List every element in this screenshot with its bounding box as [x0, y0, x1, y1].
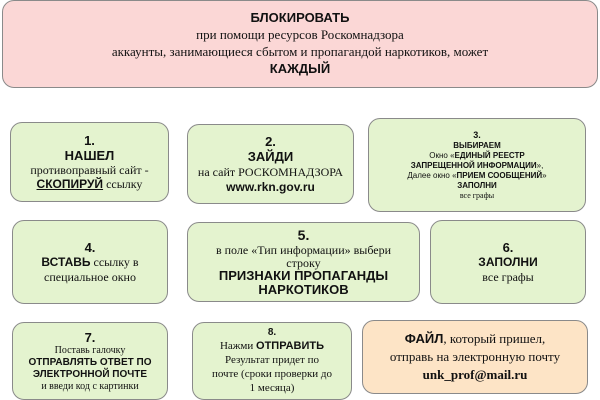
step-7-checkbox-label: ОТПРАВЛЯТЬ ОТВЕТ ПО	[28, 356, 152, 368]
step-6-text: все графы	[482, 269, 534, 284]
final-text-2: отправь на электронную почту	[389, 349, 561, 364]
step-1-heading: НАШЕЛ	[64, 148, 115, 163]
step-4-box	[12, 220, 168, 304]
step-3-number: 3.	[473, 129, 481, 140]
step-4-text: ВСТАВЬ ссылку в	[41, 254, 139, 269]
step-1-text: противоправный сайт -	[30, 163, 149, 177]
step-3-heading: ВЫБИРАЕМ	[453, 140, 501, 150]
step-8-text-4: 1 месяца)	[249, 382, 295, 394]
step-2-url: www.rkn.gov.ru	[226, 179, 315, 194]
step-6-heading: ЗАПОЛНИ	[478, 254, 538, 269]
step-1-number: 1.	[84, 133, 95, 148]
step-1-copy-word: СКОПИРУЙ	[36, 177, 104, 191]
step-5-emphasis: ПРИЗНАКИ ПРОПАГАНДЫ	[218, 267, 389, 283]
step-2-box	[187, 124, 354, 204]
step-7-number: 7.	[84, 329, 96, 345]
final-email: unk_prof@mail.ru	[422, 367, 528, 382]
step-1-link-word: ссылку	[103, 177, 143, 191]
step-7-box	[12, 322, 168, 400]
step-5-number: 5.	[297, 226, 310, 243]
step-8-box	[192, 322, 352, 400]
step-3-fill: ЗАПОЛНИ	[457, 180, 497, 190]
step-3-messages: Далее окно «ПРИЕМ СООБЩЕНИЙ»	[407, 170, 547, 180]
step-4-text-2: специальное окно	[44, 269, 136, 284]
header-description: аккаунты, занимающиеся сбытом и пропагандой наркотиков, может	[111, 44, 489, 59]
step-6-number: 6.	[502, 239, 514, 255]
step-8-text-2: Результат придет по	[225, 354, 319, 366]
step-2-text: на сайт РОСКОМНАДЗОРА	[197, 164, 344, 179]
step-5-text-2: строку	[286, 255, 321, 270]
header-subtitle: при помощи ресурсов Роскомнадзора	[196, 27, 404, 42]
step-5-box	[187, 222, 420, 302]
header-title: БЛОКИРОВАТЬ	[250, 10, 350, 25]
step-4-number: 4.	[84, 239, 96, 255]
step-3-registry: Окно «ЕДИНЫЙ РЕЕСТР	[429, 150, 525, 160]
step-8-text-3: почте (сроки проверки до	[211, 368, 333, 380]
step-8-text: Нажми ОТПРАВИТЬ	[219, 340, 324, 352]
step-1-action	[37, 177, 143, 191]
step-2-heading: ЗАЙДИ	[247, 148, 294, 164]
step-5-text: в поле «Тип информации» выбери	[215, 242, 392, 257]
step-7-captcha: и введи код с картинки	[41, 380, 139, 392]
step-3-box	[368, 118, 586, 212]
step-7-text: Поставь галочку	[54, 344, 126, 356]
header-box	[2, 0, 598, 88]
header-emphasis: КАЖДЫЙ	[269, 61, 331, 76]
step-3-registry-2: ЗАПРЕЩЕННОЙ ИНФОРМАЦИИ»,	[410, 160, 544, 170]
step-3-fields: все графы	[459, 190, 495, 200]
final-box	[362, 320, 588, 394]
final-text: ФАЙЛ, который пришел,	[404, 331, 546, 346]
step-8-number: 8.	[267, 327, 277, 338]
step-1-box	[10, 122, 169, 202]
step-2-number: 2.	[265, 133, 276, 149]
step-7-checkbox-label-2: ЭЛЕКТРОННОЙ ПОЧТЕ	[32, 368, 148, 380]
step-5-emphasis-2: НАРКОТИКОВ	[258, 281, 349, 297]
step-6-box	[430, 220, 586, 304]
